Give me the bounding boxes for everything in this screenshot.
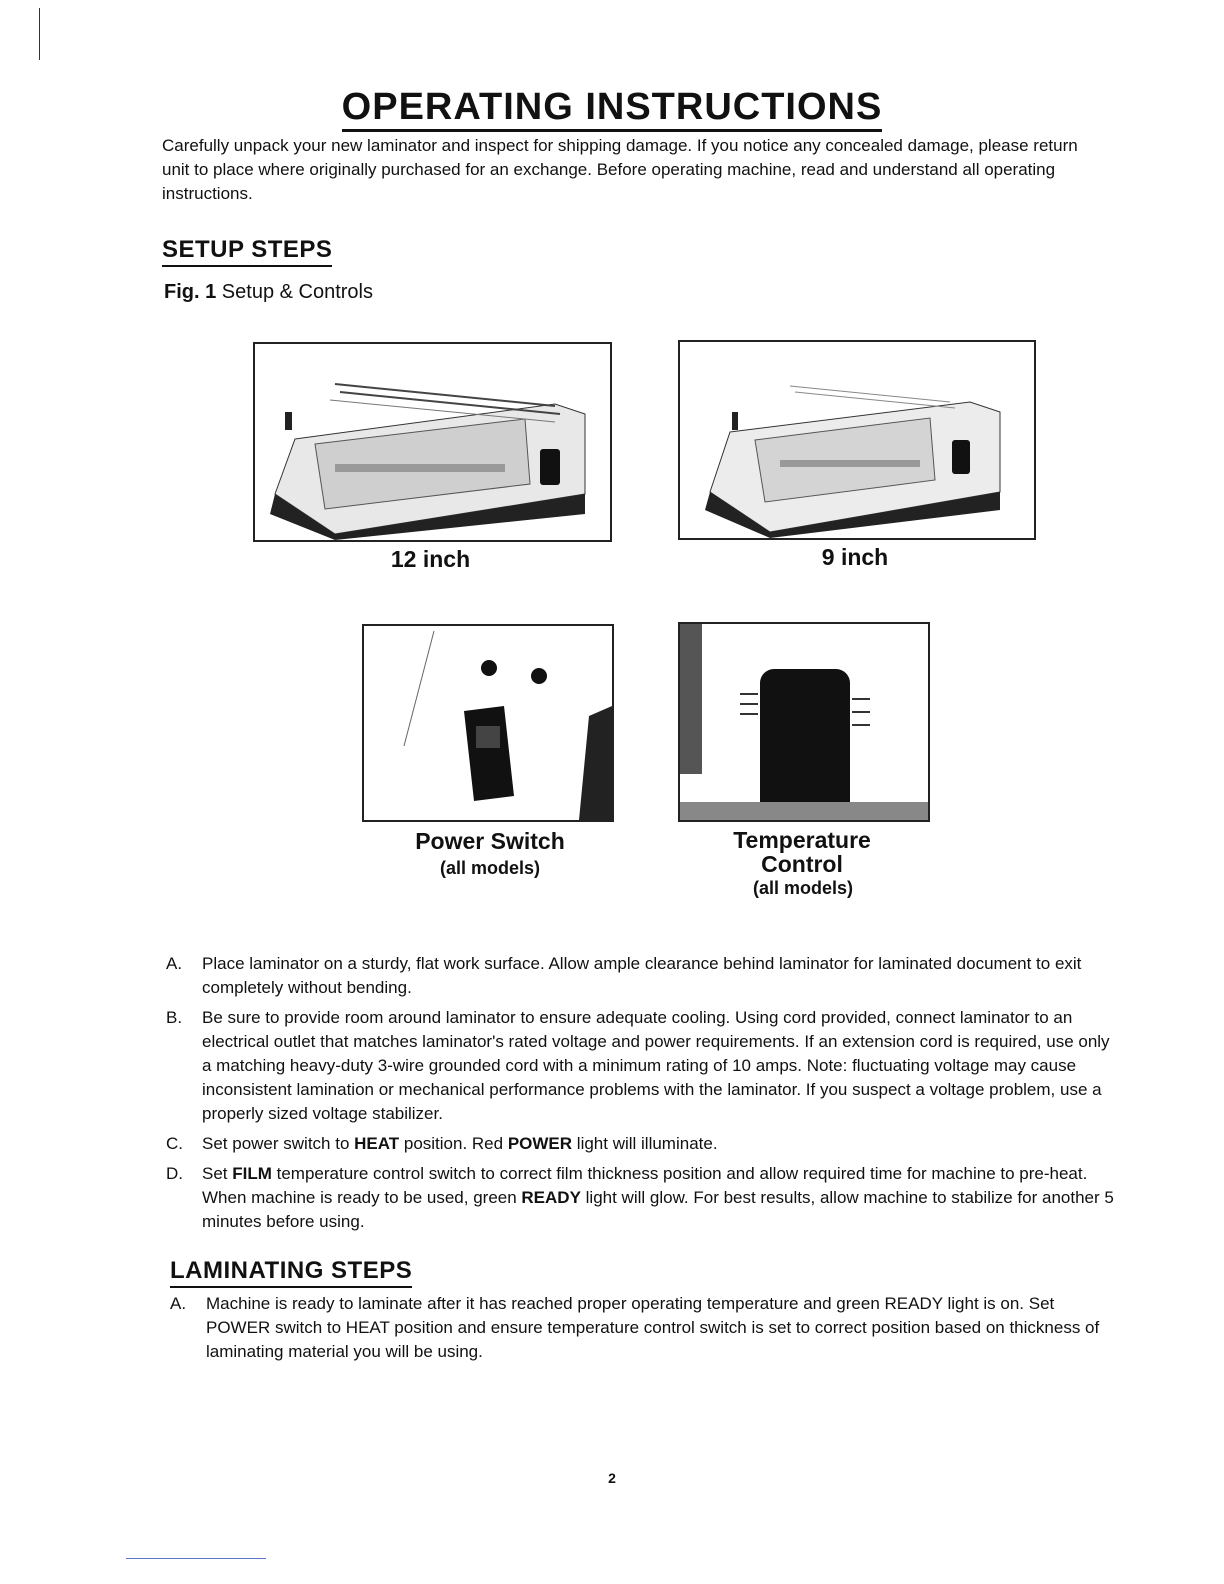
temperature-control-subtitle: (all models) [752, 878, 854, 898]
step-keyword-heat: HEAT [354, 1134, 400, 1153]
figure-caption-text: Setup & Controls [221, 281, 373, 303]
step-keyword-power: POWER [507, 1134, 573, 1153]
step-text-post: light will glow. For best results, allow machine to stabilize for another 5 minutes before using. [202, 1188, 1114, 1231]
setup-step-d [166, 1162, 1116, 1234]
step-text: Be sure to provide room around laminator to ensure adequate cooling. Using cord provided, connect laminator to an electrical outlet that matches laminator's rated voltage and power requirements. If an extension cord is required, use only a matching heavy-duty 3-wire grounded cord with a minimum rating of 10 amps. Note: fluctuating voltage may cause inconsistent lamination or mechanical performance problems with the laminator. If you suspect a voltage problem, use a properly sized voltage stabilizer. [202, 1008, 1110, 1123]
figure-label: Fig. 1 [164, 281, 217, 303]
laminator-9-inch-drawing [680, 342, 1034, 538]
step-letter: A. [170, 1294, 187, 1313]
twelve-inch-label: 12 inch [390, 546, 471, 572]
step-text-mid: temperature control switch to correct film thickness position and allow required time for machine to pre-heat. When machine is ready to be used, green [202, 1164, 1088, 1207]
power-switch-photo [362, 624, 614, 822]
step-letter: B. [166, 1008, 183, 1027]
step-letter: D. [166, 1164, 183, 1183]
setup-step-b [166, 1006, 1116, 1126]
temperature-title-line1: Temperature [733, 827, 871, 853]
step-text-pre: Set [202, 1164, 233, 1183]
page-title: OPERATING INSTRUCTIONS [0, 86, 1224, 129]
laminator-9-inch-photo [678, 340, 1036, 540]
laminating-step-a [170, 1292, 1120, 1364]
temperature-control-photo [678, 622, 930, 822]
page-number: 2 [608, 1470, 616, 1486]
laminator-12-inch-photo [253, 342, 612, 542]
intro-paragraph: Carefully unpack your new laminator and inspect for shipping damage. If you notice any concealed damage, please return unit to place where originally purchased for an exchange. Before operating machine, read and understand all operating instructions. [162, 136, 1078, 203]
setup-steps-list [166, 952, 1116, 1240]
step-text-post: light will illuminate. [572, 1134, 718, 1153]
temperature-title-line2: Control [761, 851, 843, 877]
laminating-steps-heading: LAMINATING STEPS [170, 1257, 412, 1285]
power-switch-drawing [364, 626, 612, 820]
step-text: Place laminator on a sturdy, flat work surface. Allow ample clearance behind laminator for laminated document to exit completely without bending. [202, 954, 1082, 997]
step-letter: A. [166, 954, 183, 973]
step-text-mid: position. Red [399, 1134, 508, 1153]
setup-step-c [166, 1132, 1116, 1156]
scan-edge-mark [39, 8, 40, 60]
setup-steps-heading: SETUP STEPS [162, 236, 332, 264]
temperature-control-drawing [680, 624, 928, 820]
step-text: Machine is ready to laminate after it has reached proper operating temperature and green READY light is on. Set POWER switch to HEAT position and ensure temperature control switch is set to correct position based on thickness of laminating material you will be using. [206, 1294, 1100, 1361]
step-keyword-film: FILM [232, 1164, 272, 1183]
power-switch-subtitle: (all models) [439, 858, 541, 878]
temperature-control-title [678, 828, 926, 876]
step-text-pre: Set power switch to [202, 1134, 355, 1153]
footer-rule [126, 1558, 266, 1559]
step-keyword-ready: READY [521, 1188, 581, 1207]
nine-inch-label: 9 inch [821, 544, 889, 570]
power-switch-title: Power Switch [415, 828, 565, 854]
laminating-steps-list [170, 1292, 1120, 1370]
laminator-12-inch-drawing [255, 344, 610, 540]
step-letter: C. [166, 1134, 183, 1153]
setup-step-a [166, 952, 1116, 1000]
figure-caption [164, 281, 373, 304]
